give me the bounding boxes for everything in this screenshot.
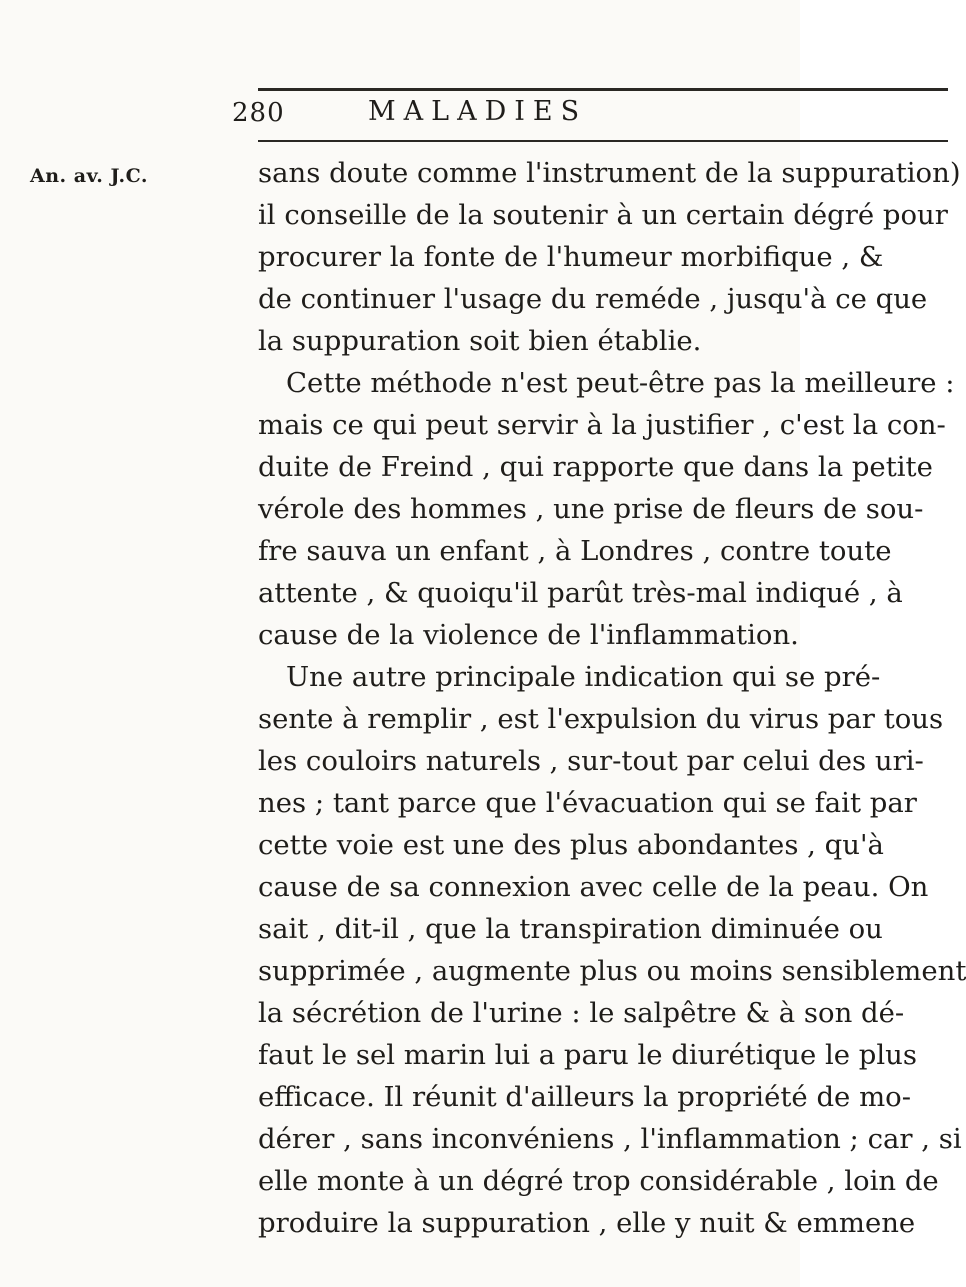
text-line: cause de sa connexion avec celle de la peau. On <box>258 871 929 903</box>
text-line: de continuer l'usage du reméde , jusqu'à ce que <box>258 283 928 315</box>
text-line: cause de la violence de l'inflammation. <box>258 619 799 651</box>
text-line: la suppuration soit bien établie. <box>258 325 702 357</box>
text-line: les couloirs naturels , sur-tout par celui des uri- <box>258 745 924 777</box>
text-line: dérer , sans inconvéniens , l'inflammation ; car , si <box>258 1123 962 1155</box>
body-text <box>258 152 966 1244</box>
text-line: cette voie est une des plus abondantes , qu'à <box>258 829 884 861</box>
text-line: fre sauva un enfant , à Londres , contre toute <box>258 535 892 567</box>
text-line: attente , & quoiqu'il parût très-mal indiqué , à <box>258 577 903 609</box>
top-rule <box>258 88 948 91</box>
margin-note: An. av. J.C. <box>30 165 148 187</box>
text-line: mais ce qui peut servir à la justifier , c'est la con- <box>258 409 946 441</box>
running-title: MALADIES <box>368 96 588 127</box>
text-line: duite de Freind , qui rapporte que dans la petite <box>258 451 933 483</box>
text-line: sait , dit-il , que la transpiration diminuée ou <box>258 913 883 945</box>
text-line: elle monte à un dégré trop considérable , loin de <box>258 1165 939 1197</box>
text-line: supprimée , augmente plus ou moins sensiblement <box>258 955 966 987</box>
text-line: sans doute comme l'instrument de la suppuration) <box>258 157 961 189</box>
text-line: la sécrétion de l'urine : le salpêtre & à son dé- <box>258 997 905 1029</box>
header-rule <box>258 140 948 142</box>
text-line: faut le sel marin lui a paru le diurétique le plus <box>258 1039 918 1071</box>
text-line: procurer la fonte de l'humeur morbifique , & <box>258 241 884 273</box>
text-line: sente à remplir , est l'expulsion du virus par tous <box>258 703 944 735</box>
text-line: Une autre principale indication qui se pré- <box>286 661 881 693</box>
text-line: vérole des hommes , une prise de fleurs de sou- <box>258 493 924 525</box>
text-line: Cette méthode n'est peut-être pas la meilleure : <box>286 367 955 399</box>
text-line: nes ; tant parce que l'évacuation qui se fait par <box>258 787 917 819</box>
page-number: 280 <box>232 98 285 128</box>
text-line: il conseille de la soutenir à un certain dégré pour <box>258 199 948 231</box>
text-line: efficace. Il réunit d'ailleurs la propriété de mo- <box>258 1081 911 1113</box>
text-line: produire la suppuration , elle y nuit & emmene <box>258 1207 916 1239</box>
